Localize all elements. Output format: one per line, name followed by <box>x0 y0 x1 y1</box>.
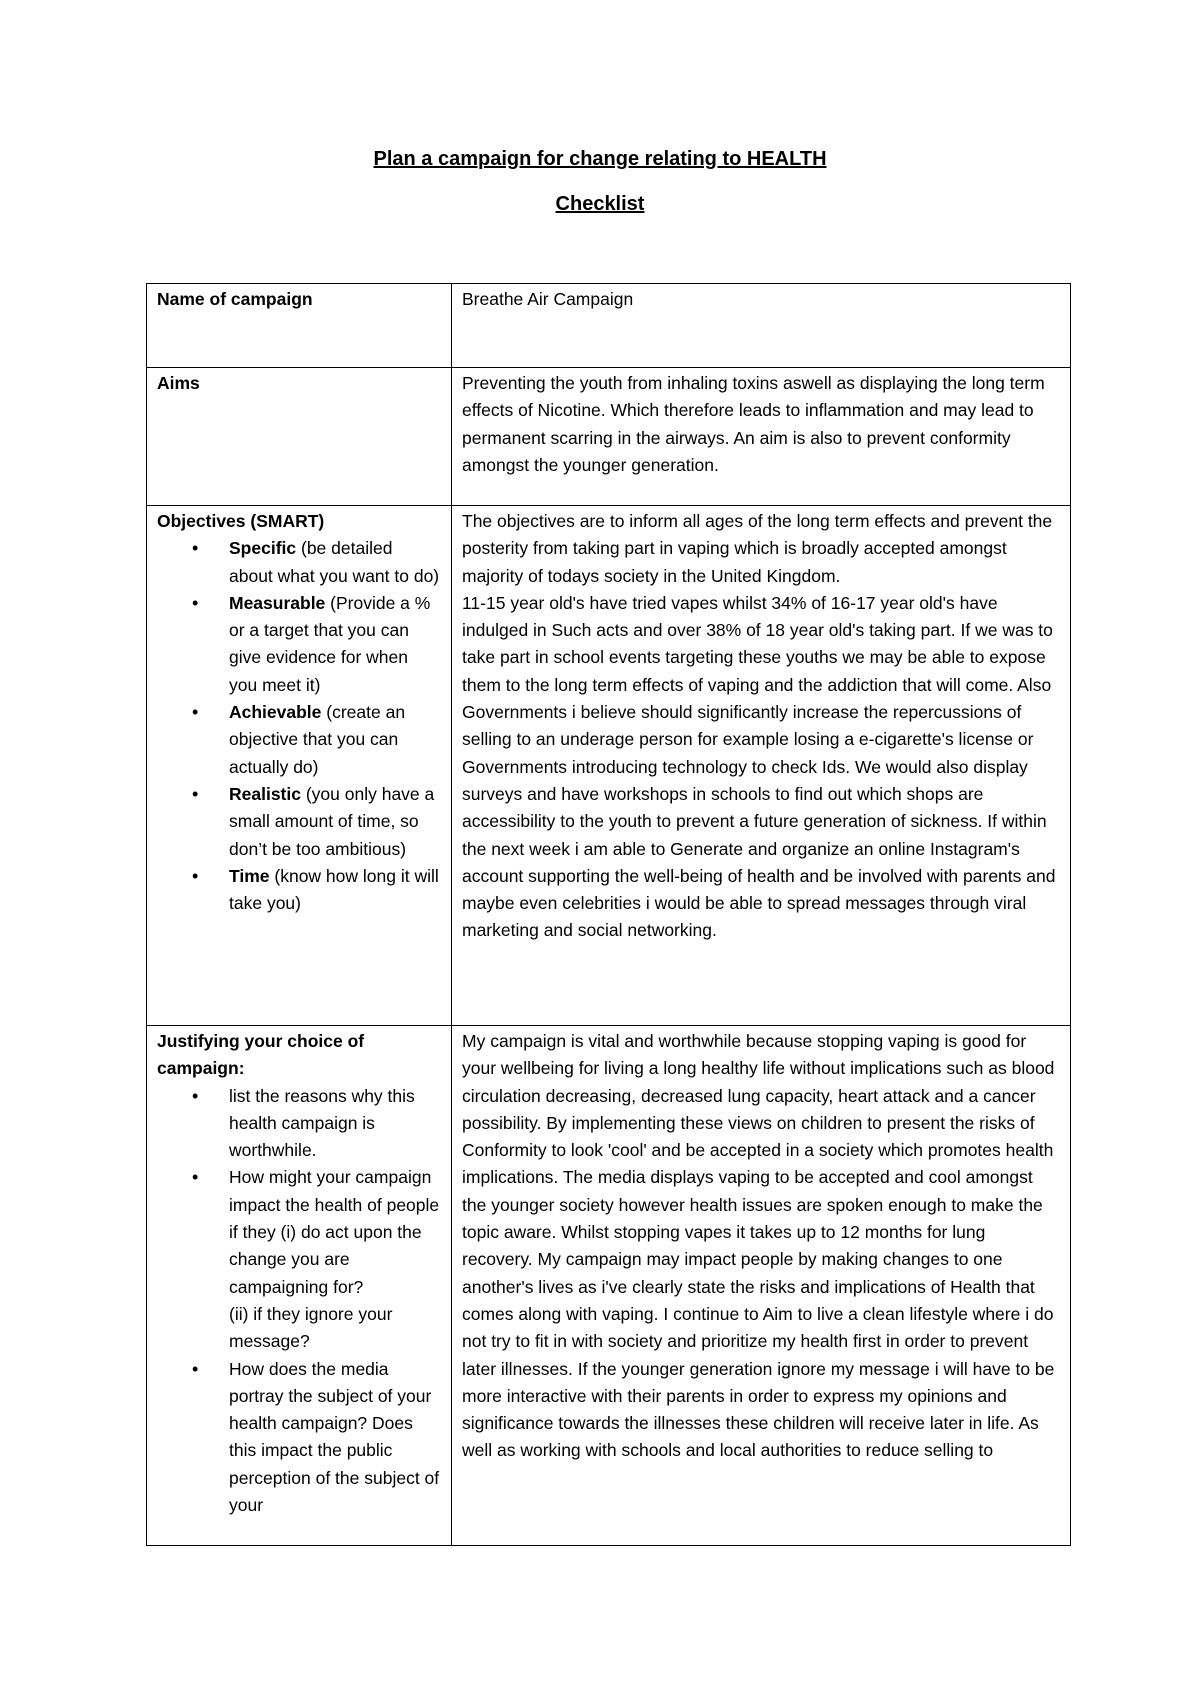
smart-bullet-achievable <box>229 699 441 781</box>
smart-name: Specific <box>229 538 297 559</box>
smart-text: (you only have a small amount of time, so don’t be too ambitious) <box>229 783 435 859</box>
smart-bullet-realistic <box>229 781 441 863</box>
justify-bullet-text: How might your campaign impact the health of people if they (i) do act upon the change you are campaigning for? <box>229 1167 440 1297</box>
justify-value-cell <box>452 1026 1071 1546</box>
smart-bullet-measurable <box>229 590 441 699</box>
row-aims <box>147 368 1071 506</box>
smart-bullet-time <box>229 863 441 918</box>
row-name-of-campaign <box>147 284 1071 368</box>
justify-bullet-text: How does the media portray the subject of your health campaign? Does this impact the public perception of the subject of your <box>229 1358 440 1516</box>
objectives-value-cell <box>452 506 1071 1026</box>
name-value-cell <box>452 284 1071 368</box>
justify-value: My campaign is vital and worthwhile because stopping vaping is good for your wellbeing for living a long healthy life without implications such as blood circulation decreasing, decreased lung capacity, heart attack and a cancer possibility. By implementing these views on children to present the risks of Conformity to look 'cool' and be accepted in a society which promotes health implications. The media displays vaping to be accepted and cool amongst the younger society however health issues are spoken enough to make the topic aware. Whilst stopping vapes it takes up to 12 months for lung recovery. My campaign may impact people by making changes to one another's lives as i've clearly state the risks and implications of Health that comes along with vaping. I continue to Aim to live a clean lifestyle where i do not try to fit in with society and prioritize my health first in order to prevent later illnesses. If the younger generation ignore my message i will have to be more interactive with their parents in order to express my opinions and significance towards the illnesses these children will receive later in life. As well as working with schools and local authorities to reduce selling to <box>462 1031 1055 1461</box>
smart-name: Achievable <box>229 702 322 723</box>
smart-text: (create an objective that you can actually do) <box>229 702 406 777</box>
campaign-name-value: Breathe Air Campaign <box>462 289 634 309</box>
checklist-table <box>146 283 1071 1546</box>
objectives-label: Objectives (SMART) <box>157 511 325 531</box>
justify-bullet-text: list the reasons why this health campaign is worthwhile. <box>229 1085 415 1161</box>
justify-bullet-list <box>157 1083 441 1520</box>
name-of-campaign-label: Name of campaign <box>157 289 313 309</box>
aims-label: Aims <box>157 373 200 393</box>
justify-label: Justifying your choice of campaign: <box>157 1031 365 1079</box>
row-justifying-choice <box>147 1026 1071 1546</box>
name-label-cell <box>147 284 452 368</box>
aims-value: Preventing the youth from inhaling toxins aswell as displaying the long term effects of Nicotine. Which therefore leads to inflammation and may lead to permanent scarring in the airways. An aim is also to prevent conformity amongst the younger generation. <box>462 373 1045 475</box>
justify-bullet-reasons <box>229 1083 441 1165</box>
document-title: Plan a campaign for change relating to HEALTH <box>373 148 827 170</box>
smart-bullet-list <box>157 535 441 917</box>
smart-name: Realistic <box>229 783 301 804</box>
smart-text: (be detailed about what you want to do) <box>229 538 440 586</box>
aims-label-cell <box>147 368 452 506</box>
smart-name: Measurable <box>229 592 326 613</box>
smart-name: Time <box>229 865 270 886</box>
objectives-paragraph-1: The objectives are to inform all ages of the long term effects and prevent the posterity from taking part in vaping which is broadly accepted amongst majority of todays society in the United Kingdom. <box>462 511 1053 586</box>
justify-label-cell <box>147 1026 452 1546</box>
justify-bullet-impact <box>229 1164 441 1355</box>
objectives-label-cell <box>147 506 452 1026</box>
smart-bullet-specific <box>229 535 441 590</box>
justify-bullet-media <box>229 1356 441 1520</box>
justify-bullet-extra: (ii) if they ignore your message? <box>229 1303 393 1352</box>
document-subtitle: Checklist <box>555 193 645 215</box>
smart-text: (know how long it will take you) <box>229 865 439 914</box>
smart-text: (Provide a % or a target that you can give evidence for when you meet it) <box>229 592 431 695</box>
aims-value-cell <box>452 368 1071 506</box>
row-objectives <box>147 506 1071 1026</box>
objectives-paragraph-2: 11-15 year old's have tried vapes whilst 34% of 16-17 year old's have indulged in Such acts and over 38% of 18 year old's taking part. If we was to take part in school events targeting these youths we may be able to expose them to the long term effects of vaping and the addiction that will come. Also Governments i believe should significantly increase the repercussions of selling to an underage person for example losing a e-cigarette's license or Governments introducing technology to check Ids. We would also display surveys and have workshops in schools to find out which shops are accessibility to the youth to prevent a future generation of sickness. If within the next week i am able to Generate and organize an online Instagram's account supporting the well-being of health and be involved with parents and maybe even celebrities i would be able to spread messages through viral marketing and social networking. <box>462 592 1056 941</box>
